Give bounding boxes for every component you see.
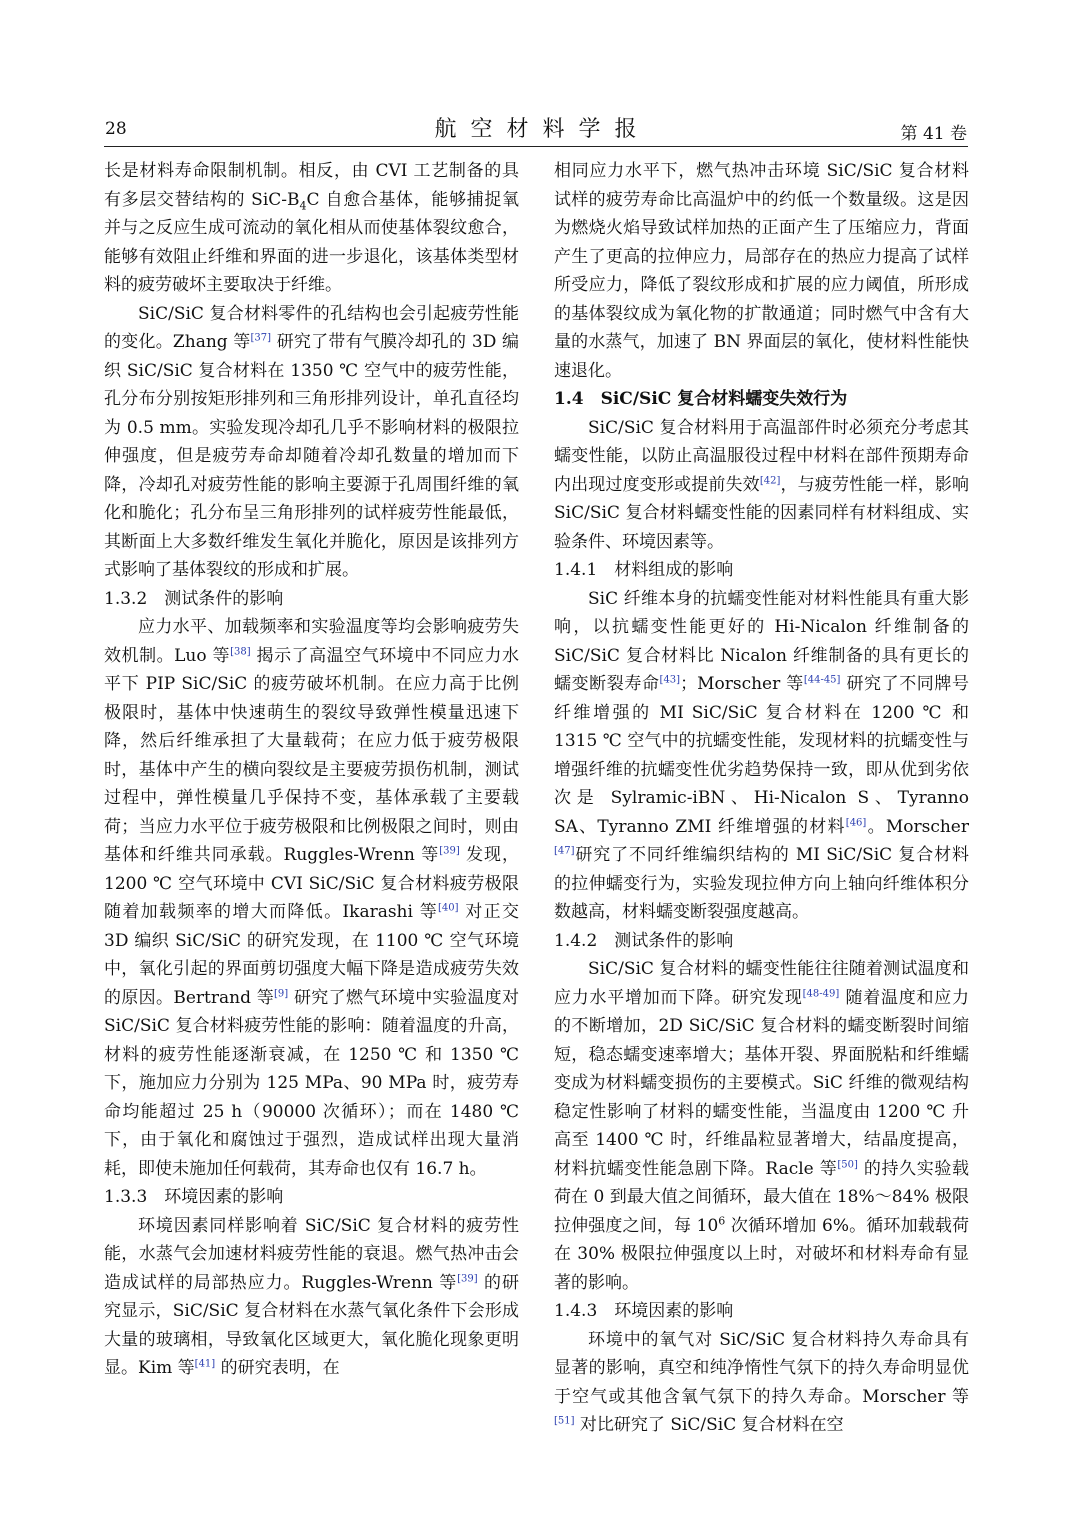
paragraph: 环境因素同样影响着 SiC/SiC 复合材料的疲劳性能，水蒸气会加速材料疲劳性能的衰退。燃气热冲击会造成试样的局部热应力。Ruggles-Wrenn 等[39] 的研究显示，SiC/SiC 复合材料在水蒸气氧化条件下会形成大量的玻璃相，导致氧化区域更大，氧化脆化现象更明显。Kim 等[41] 的研究表明，在 bbox=[104, 1215, 519, 1378]
paragraph: 应力水平、加载频率和实验温度等均会影响疲劳失效机制。Luo 等[38] 揭示了高温空气环境中不同应力水平下 PIP SiC/SiC 的疲劳破坏机制。在应力高于比例极限时，基体中快速萌生的裂纹导致弹性模量迅速下降，然后纤维承担了大量载荷；在应力低于疲劳极限时，基体中产生的横向裂纹是主要疲劳损伤机制，测试过程中，弹性模量几乎保持不变，基体承载了主要载荷；当应力水平位于疲劳极限和比例极限之间时，则由基体和纤维共同承载。Ruggles-Wrenn 等[39] 发现，1200 ℃ 空气环境中 CVI SiC/SiC 复合材料疲劳极限随着加载频率的增大而降低。Ikarashi 等[40] 对正交 3D 编织 SiC/SiC 的研究发现，在 1100 ℃ 空气环境中，氧化引起的界面剪切强度大幅下降是造成疲劳失效的原因。Bertrand 等[9] 研究了燃气环境中实验温度对 SiC/SiC 复合材料疲劳性能的影响：随着温度的升高，材料的疲劳性能逐渐衰减，在 1250 ℃ 和 1350 ℃ 下，施加应力分别为 125 MPa、90 MPa 时，疲劳寿命均能超过 25 h（90000 次循环）；而在 1480 ℃ 下，由于氧化和腐蚀过于强烈，造成试样出现大量消耗，即使未施加任何载荷，其寿命也仅有 16.7 h。 bbox=[104, 617, 520, 1179]
paragraph: SiC 纤维本身的抗蠕变性能对材料性能具有重大影响，以抗蠕变性能更好的 Hi-Nicalon 纤维制备的 SiC/SiC 复合材料比 Nicalon 纤维制备的具有更长的蠕变断裂寿命[43]；Morscher 等[44-45] 研究了不同牌号纤维增强的 MI SiC/SiC 复合材料在 1200 ℃ 和 1315 ℃ 空气中的抗蠕变性能，发现材料的抗蠕变性与增强纤维的抗蠕变性优劣趋势保持一致，即从优到劣依次是 Sylramic-iBN、Hi-Nicalon S、Tyranno SA、Tyranno ZMI 纤维增强的材料[46]。Morscher [47]研究了不同纤维编织结构的 MI SiC/SiC 复合材料的拉伸蠕变行为，实验发现拉伸方向上轴向纤维体积分数越高，材料蠕变断裂强度越高。 bbox=[554, 588, 969, 922]
citation-link[interactable]: [50] bbox=[837, 1158, 858, 1170]
citation-link[interactable]: [39] bbox=[457, 1272, 478, 1284]
journal-title: 航空材料学报 bbox=[434, 117, 651, 142]
citation-link[interactable]: [47] bbox=[554, 845, 575, 857]
section-heading: 1.4 SiC/SiC 复合材料蠕变失效行为 bbox=[554, 389, 848, 409]
citation-link[interactable]: [9] bbox=[274, 987, 289, 999]
citation-link[interactable]: [40] bbox=[438, 902, 459, 914]
citation-link[interactable]: [44-45] bbox=[803, 674, 841, 686]
right-column bbox=[554, 157, 969, 1440]
paragraph: 长是材料寿命限制机制。相反，由 CVI 工艺制备的具有多层交替结构的 SiC-$B_4C$ 自愈合基体，能够捕捉氧并与之反应生成可流动的氧化相从而使基体裂纹愈合，能够有效阻止纤维和界面的进一步退化，该基体类型材料的疲劳破坏主要取决于纤维。 bbox=[104, 161, 519, 295]
citation-link[interactable]: [41] bbox=[194, 1358, 216, 1370]
citation-link[interactable]: [48-49] bbox=[802, 987, 840, 999]
left-column bbox=[104, 157, 519, 1383]
citation-link[interactable]: [46] bbox=[845, 816, 867, 828]
citation-link[interactable]: [43] bbox=[659, 674, 681, 686]
section-heading: 1.3.2 测试条件的影响 bbox=[104, 588, 284, 609]
paragraph: 相同应力水平下，燃气热冲击环境 SiC/SiC 复合材料试样的疲劳寿命比高温炉中的约低一个数量级。这是因为燃烧火焰导致试样加热的正面产生了压缩应力，背面产生了更高的拉伸应力，局部存在的热应力提高了试样所受应力，降低了裂纹形成和扩展的应力阈值，所形成的基体裂纹成为氧化物的扩散通道；同时燃气中含有大量的水蒸气，加速了 BN 界面层的氧化，使材料性能快速退化。 bbox=[554, 161, 969, 381]
section-heading: 1.4.3 环境因素的影响 bbox=[554, 1301, 734, 1321]
citation-link[interactable]: [39] bbox=[439, 845, 460, 857]
paragraph: SiC/SiC 复合材料用于高温部件时必须充分考虑其蠕变性能，以防止高温服役过程中材料在部件预期寿命内出现过度变形或提前失效[42]，与疲劳性能一样，影响 SiC/SiC 复合材料蠕变性能的因素同样有材料组成、实验条件、环境因素等。 bbox=[554, 417, 970, 552]
citation-link[interactable]: [42] bbox=[759, 474, 781, 486]
header-rule bbox=[104, 146, 968, 147]
page-number: 28 bbox=[105, 119, 127, 139]
section-heading: 1.3.3 环境因素的影响 bbox=[104, 1187, 284, 1207]
paragraph: SiC/SiC 复合材料的蠕变性能往往随着测试温度和应力水平增加而下降。研究发现[48-49] 随着温度和应力的不断增加，2D SiC/SiC 复合材料的蠕变断裂时间缩短，稳态蠕变速率增大；基体开裂、界面脱粘和纤维蠕变成为材料蠕变损伤的主要模式。SiC 纤维的微观结构稳定性影响了材料的蠕变性能，当温度由 1200 ℃ 升高至 1400 ℃ 时，纤维晶粒显著增大，结晶度提高，材料抗蠕变性能急剧下降。Racle 等[50] 的持久实验载荷在 0 到最大值之间循环，最大值在 18%～84% 极限拉伸强度之间，每 $10^6$ 次循环增加 6%。循环加载载荷在 30% 极限拉伸强度以上时，对破坏和材料寿命有显著的影响。 bbox=[554, 959, 970, 1293]
citation-link[interactable]: [37] bbox=[250, 332, 272, 344]
citation-link[interactable]: [51] bbox=[554, 1415, 575, 1427]
citation-link[interactable]: [38] bbox=[230, 645, 251, 657]
section-heading: 1.4.1 材料组成的影响 bbox=[554, 560, 734, 580]
volume-label: 第 41 卷 bbox=[900, 124, 967, 144]
section-heading: 1.4.2 测试条件的影响 bbox=[554, 930, 734, 951]
paragraph: 环境中的氧气对 SiC/SiC 复合材料持久寿命具有显著的影响，真空和纯净惰性气氛下的持久寿命明显优于空气或其他含氧气氛下的持久寿命。Morscher 等[51] 对比研究了 SiC/SiC 复合材料在空 bbox=[554, 1329, 969, 1435]
paragraph: SiC/SiC 复合材料零件的孔结构也会引起疲劳性能的变化。Zhang 等[37] 研究了带有气膜冷却孔的 3D 编织 SiC/SiC 复合材料在 1350 ℃ 空气中的疲劳性能，孔分布分别按矩形排列和三角形排列设计，单孔直径均为 0.5 mm。实验发现冷却孔几乎不影响材料的极限拉伸强度，但是疲劳寿命却随着冷却孔数量的增加而下降，冷却孔对疲劳性能的影响主要源于孔周围纤维的氧化和脆化；孔分布呈三角形排列的试样疲劳性能最低，其断面上大多数纤维发生氧化并脆化，原因是该排列方式影响了基体裂纹的形成和扩展。 bbox=[104, 303, 519, 580]
